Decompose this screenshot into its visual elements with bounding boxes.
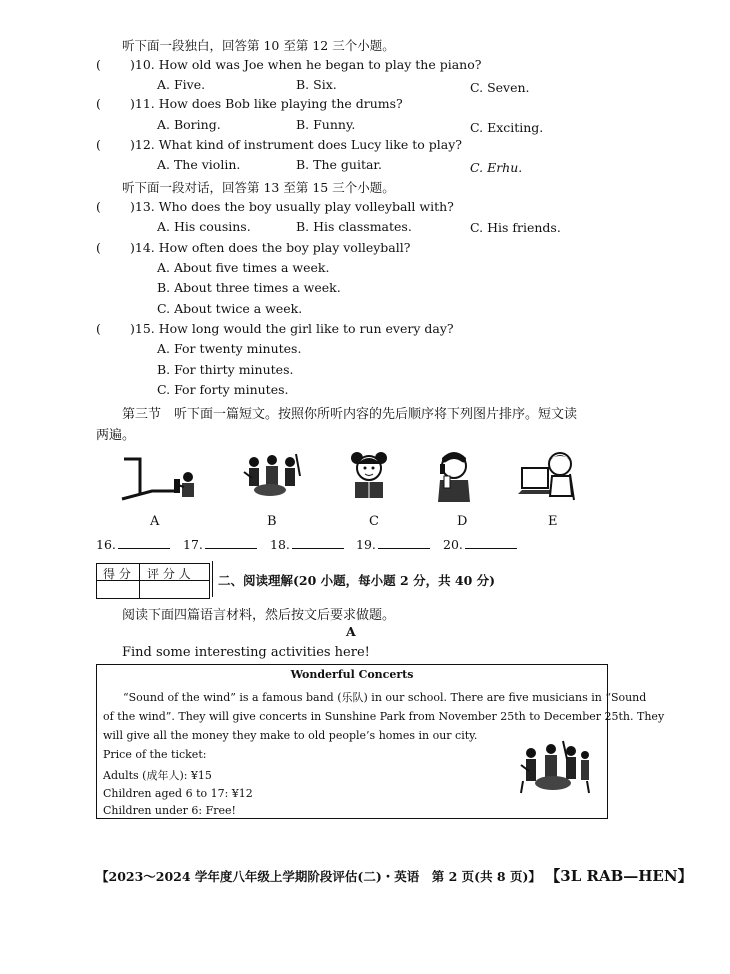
option-11-b: B. Funny. (296, 117, 356, 132)
option-15-a: A. For twenty minutes. (157, 341, 302, 356)
answer-blank-18[interactable]: 18. (270, 536, 344, 552)
question-12: )12. What kind of instrument does Lucy like to play? (130, 137, 462, 152)
picture-a-piano-icon (118, 455, 198, 507)
concert-line-1: “Sound of the wind” is a famous band (乐队) in our school. There are five musicians in “Sound (123, 691, 647, 704)
concert-notice (96, 664, 665, 819)
picture-c-girl-reading-icon (345, 450, 393, 504)
picture-label-a: A (150, 514, 160, 529)
answer-blank-20[interactable]: 20. (443, 536, 517, 552)
picture-label-c: C (369, 514, 379, 529)
passage-letter: A (346, 624, 356, 639)
option-12-c: C. Erhu. (470, 160, 523, 175)
question-10: )10. How old was Joe when he began to play the piano? (130, 57, 482, 72)
score-label: 得 分 (103, 567, 131, 581)
option-12-b: B. The guitar. (296, 157, 382, 172)
option-15-c: C. For forty minutes. (157, 382, 289, 397)
option-10-c: C. Seven. (470, 80, 530, 95)
option-13-a: A. His cousins. (157, 219, 251, 234)
footer-code: 【3L RAB—HEN】 (545, 867, 693, 885)
concert-line-3: will give all the money they make to old people’s homes in our city. (103, 729, 478, 742)
question-11: )11. How does Bob like playing the drums? (130, 96, 403, 111)
answer-paren-11: ( (96, 96, 101, 111)
option-10-a: A. Five. (157, 77, 206, 92)
question-15: )15. How long would the girl like to run every day? (130, 321, 454, 336)
concert-line-2: of the wind”. They will give concerts in Sunshine Park from November 25th to December 25th. They (103, 710, 665, 723)
ticket-price-label: Price of the ticket: (103, 748, 207, 761)
option-11-a: A. Boring. (157, 117, 221, 132)
title-divider (212, 561, 213, 597)
reading-instruction: 阅读下面四篇语言材料，然后按文后要求做题。 (122, 608, 396, 623)
option-11-c: C. Exciting. (470, 120, 544, 135)
answer-paren-13: ( (96, 199, 101, 214)
passage-intro: Find some interesting activities here! (122, 645, 370, 660)
option-12-a: A. The violin. (157, 157, 241, 172)
answer-paren-10: ( (96, 57, 101, 72)
part2-title: 二、阅读理解(20 小题，每小题 2 分，共 40 分) (218, 573, 496, 588)
option-13-b: B. His classmates. (296, 219, 412, 234)
ticket-price-under6: Children under 6: Free! (103, 804, 236, 817)
page-footer (96, 865, 693, 886)
footer-text: 【2023～2024 学年度八年级上学期阶段评估(二)・英语 第 2 页(共 8 页)】 (96, 869, 541, 884)
option-15-b: B. For thirty minutes. (157, 362, 294, 377)
option-10-b: B. Six. (296, 77, 337, 92)
picture-label-e: E (548, 514, 558, 529)
option-14-b: B. About three times a week. (157, 280, 341, 295)
picture-b-band-icon (240, 452, 306, 502)
picture-label-b: B (267, 514, 277, 529)
section3-instruction-line1: 第三节 听下面一篇短文。按照你所听内容的先后顺序将下列图片排序。短文读 (122, 407, 578, 422)
ticket-price-children: Children aged 6 to 17: ¥12 (103, 787, 253, 800)
option-13-c: C. His friends. (470, 220, 561, 235)
answer-paren-15: ( (96, 321, 101, 336)
answer-paren-14: ( (96, 240, 101, 255)
score-table (96, 563, 210, 599)
section3-instruction-line2: 两遍。 (96, 428, 136, 443)
ticket-price-adults: Adults (成年人): ¥15 (103, 769, 212, 782)
option-14-c: C. About twice a week. (157, 301, 303, 316)
option-14-a: A. About five times a week. (157, 260, 330, 275)
answer-blank-16[interactable]: 16. (96, 536, 170, 552)
picture-label-d: D (457, 514, 468, 529)
concert-title: Wonderful Concerts (290, 668, 414, 681)
question-14: )14. How often does the boy play volleyball? (130, 240, 411, 255)
picture-e-computer-icon (518, 450, 578, 504)
instruction-13-15: 听下面一段对话，回答第 13 至第 15 三个小题。 (122, 180, 395, 195)
instruction-10-12: 听下面一段独白，回答第 10 至第 12 三个小题。 (122, 38, 395, 53)
answer-blank-19[interactable]: 19. (356, 536, 430, 552)
picture-d-boy-phone-icon (430, 450, 478, 504)
answer-paren-12: ( (96, 137, 101, 152)
grader-label: 评 分 人 (147, 567, 191, 581)
band-illustration-icon (517, 739, 595, 795)
answer-blank-17[interactable]: 17. (183, 536, 257, 552)
question-13: )13. Who does the boy usually play volleyball with? (130, 199, 454, 214)
